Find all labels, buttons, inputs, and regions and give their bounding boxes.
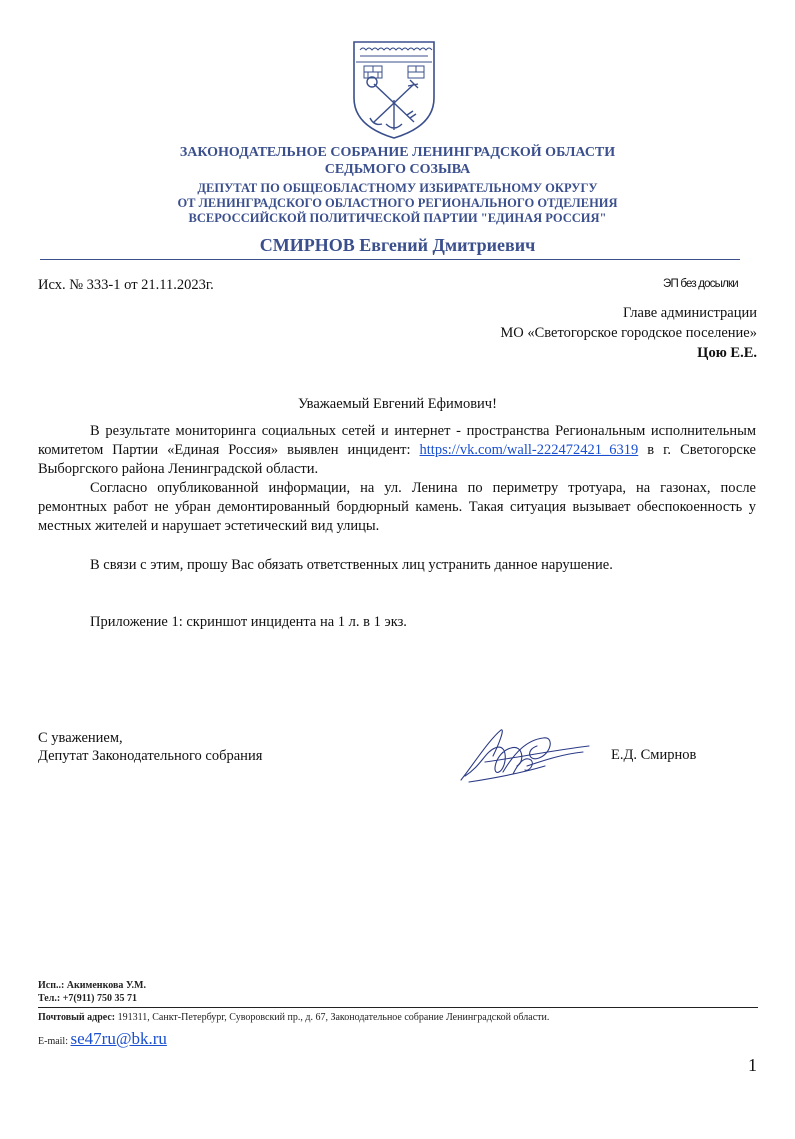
ep-note: ЭП без досылки [663,278,738,290]
letter-body [38,422,756,536]
email-label: E-mail: [38,1036,71,1047]
coat-of-arms-icon [352,40,436,140]
header-line-1: ЗАКОНОДАТЕЛЬНОЕ СОБРАНИЕ ЛЕНИНГРАДСКОЙ ОБЛАСТИ [179,145,616,160]
signature-icon [455,722,595,786]
addressee-name: Цою Е.Е. [697,345,757,361]
attachment-note: Приложение 1: скриншот инцидента на 1 л. в 1 экз. [90,614,407,630]
footer-divider [38,1007,758,1008]
outgoing-reference: Исх. № 333-1 от 21.11.2023г. [38,277,214,293]
paragraph-1-tail: в г. Светогорске Выборгского района Ленинградской области. [38,442,756,477]
postal-label: Почтовый адрес: [38,1012,116,1023]
email-link[interactable]: se47ru@bk.ru [70,1029,167,1048]
executor-phone: Тел.: +7(911) 750 35 71 [38,993,137,1004]
header-divider [40,259,740,260]
header-line-3: ДЕПУТАТ ПО ОБЩЕОБЛАСТНОМУ ИЗБИРАТЕЛЬНОМУ ОКРУГУ [197,181,598,195]
header-district-title [0,181,795,226]
paragraph-1 [38,422,756,479]
greeting: Уважаемый Евгений Ефимович! [298,396,497,412]
deputy-name: СМИРНОВ Евгений Дмитриевич [259,235,536,255]
incident-link[interactable]: https://vk.com/wall-222472421_6319 [419,442,639,458]
header-line-5: ВСЕРОССИЙСКОЙ ПОЛИТИЧЕСКОЙ ПАРТИИ "ЕДИНАЯ РОССИЯ" [188,211,607,225]
signer-name: Е.Д. Смирнов [611,747,697,763]
executor: Исп..: Акименкова У.М. [38,980,146,991]
email-line [38,1029,167,1049]
postal-address [38,1012,549,1023]
addressee-line-1: Главе администрации [623,305,757,321]
header-assembly-title [0,144,795,178]
header-line-4: ОТ ЛЕНИНГРАДСКОГО ОБЛАСТНОГО РЕГИОНАЛЬНОГО ОТДЕЛЕНИЯ [177,196,618,210]
closing-position: Депутат Законодательного собрания [38,748,263,764]
paragraph-3: В связи с этим, прошу Вас обязать ответственных лиц устранить данное нарушение. [90,557,613,573]
addressee-line-2: МО «Светогорское городское поселение» [500,325,757,341]
closing-regards: С уважением, [38,730,123,746]
paragraph-2: Согласно опубликованной информации, на ул. Ленина по периметру тротуара, на газонах, после ремонтных работ не убран демонтированный бордюрный камень. Такая ситуация вызывает обеспокоенность у местных жителей и нарушает эстетический вид улицы. [38,480,756,534]
paragraph-1-text: В результате мониторинга социальных сетей и интернет - пространства Региональным исполнительным комитетом Партии «Единая Россия» выявлен инцидент: [38,423,756,458]
header-line-2: СЕДЬМОГО СОЗЫВА [324,162,471,177]
page-number: 1 [748,1055,757,1075]
postal-value: 191311, Санкт-Петербург, Суворовский пр., д. 67, Законодательное собрание Ленинградской области. [115,1012,550,1023]
addressee-block [500,303,757,363]
closing-block [38,729,262,765]
